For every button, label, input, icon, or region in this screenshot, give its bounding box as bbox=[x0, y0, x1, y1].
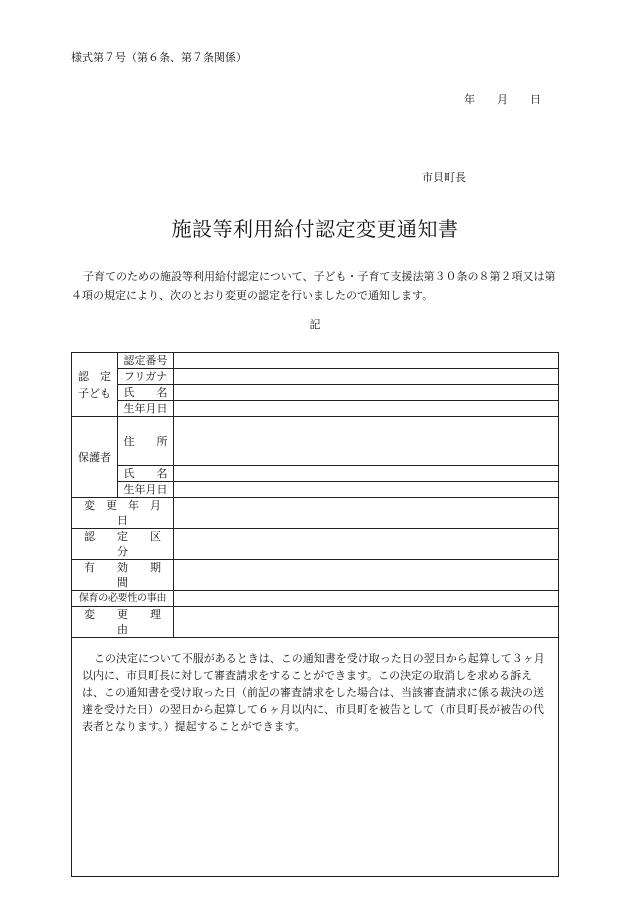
date-month: 月 bbox=[497, 93, 508, 106]
row-label-care-reason: 保育の必要性の事由 bbox=[72, 591, 174, 607]
change-date-value[interactable] bbox=[174, 498, 559, 529]
table-row bbox=[72, 369, 559, 385]
child-name-value[interactable] bbox=[174, 385, 559, 401]
table-row bbox=[72, 560, 559, 591]
appeal-notice-cell bbox=[72, 638, 559, 877]
intro-paragraph bbox=[71, 267, 559, 305]
table-row bbox=[72, 466, 559, 482]
row-label-address: 住 所 bbox=[118, 417, 174, 466]
form-number: 様式第７号（第６条、第７条関係） bbox=[71, 51, 247, 64]
table-row bbox=[72, 401, 559, 417]
table-row bbox=[72, 638, 559, 877]
row-label-validity-period: 有 効 期 間 bbox=[72, 560, 174, 591]
table-row bbox=[72, 482, 559, 498]
table-row bbox=[72, 607, 559, 638]
guardian-name-value[interactable] bbox=[174, 466, 559, 482]
table-row bbox=[72, 529, 559, 560]
care-reason-value[interactable] bbox=[174, 591, 559, 607]
change-reason-value[interactable] bbox=[174, 607, 559, 638]
guardian-address-value[interactable] bbox=[174, 417, 559, 466]
intro-text: 子育てのための施設等利用給付認定について、子ども・子育て支援法第３０条の８第２項又は第４項の規定により、次のとおり変更の認定を行いましたので通知します。 bbox=[71, 270, 556, 302]
cert-number-value[interactable] bbox=[174, 353, 559, 369]
issuer-name: 市貝町長 bbox=[422, 171, 466, 184]
child-group-label: 認 定 子ども bbox=[72, 353, 118, 417]
date-day: 日 bbox=[530, 93, 541, 106]
child-birthdate-value[interactable] bbox=[174, 401, 559, 417]
row-label-child-name: 氏 名 bbox=[118, 385, 174, 401]
table-row bbox=[72, 353, 559, 369]
row-label-child-birthdate: 生年月日 bbox=[118, 401, 174, 417]
row-label-change-reason: 変 更 理 由 bbox=[72, 607, 174, 638]
guardian-group-label: 保護者 bbox=[72, 417, 118, 498]
table-row bbox=[72, 385, 559, 401]
row-label-guardian-name: 氏 名 bbox=[118, 466, 174, 482]
appeal-notice-text: この決定について不服があるときは、この通知書を受け取った日の翌日から起算して３ヶ月以内に、市貝町長に対して審査請求をすることができます。この決定の取消しを求める訴えは、この通知書を受け取った日（前記の審査請求をした場合は、当該審査請求に係る裁決の送達を受けた日）の翌日から起算して６ヶ月以内に、市貝町を被告として（市貝町長が被告の代表者となります。）提起することができます。 bbox=[82, 652, 545, 733]
row-label-cert-number: 認定番号 bbox=[118, 353, 174, 369]
document-title: 施設等利用給付認定変更通知書 bbox=[171, 217, 459, 241]
table-row bbox=[72, 591, 559, 607]
validity-period-value[interactable] bbox=[174, 560, 559, 591]
ki-heading: 記 bbox=[309, 318, 321, 331]
table-row bbox=[72, 498, 559, 529]
table-row bbox=[72, 417, 559, 466]
row-label-guardian-birthdate: 生年月日 bbox=[118, 482, 174, 498]
guardian-birthdate-value[interactable] bbox=[174, 482, 559, 498]
row-label-furigana: フリガナ bbox=[118, 369, 174, 385]
row-label-cert-category: 認 定 区 分 bbox=[72, 529, 174, 560]
date-line bbox=[464, 91, 541, 107]
row-label-change-date: 変 更 年 月 日 bbox=[72, 498, 174, 529]
certification-table bbox=[71, 352, 559, 877]
cert-category-value[interactable] bbox=[174, 529, 559, 560]
date-year: 年 bbox=[464, 93, 475, 106]
child-furigana-value[interactable] bbox=[174, 369, 559, 385]
